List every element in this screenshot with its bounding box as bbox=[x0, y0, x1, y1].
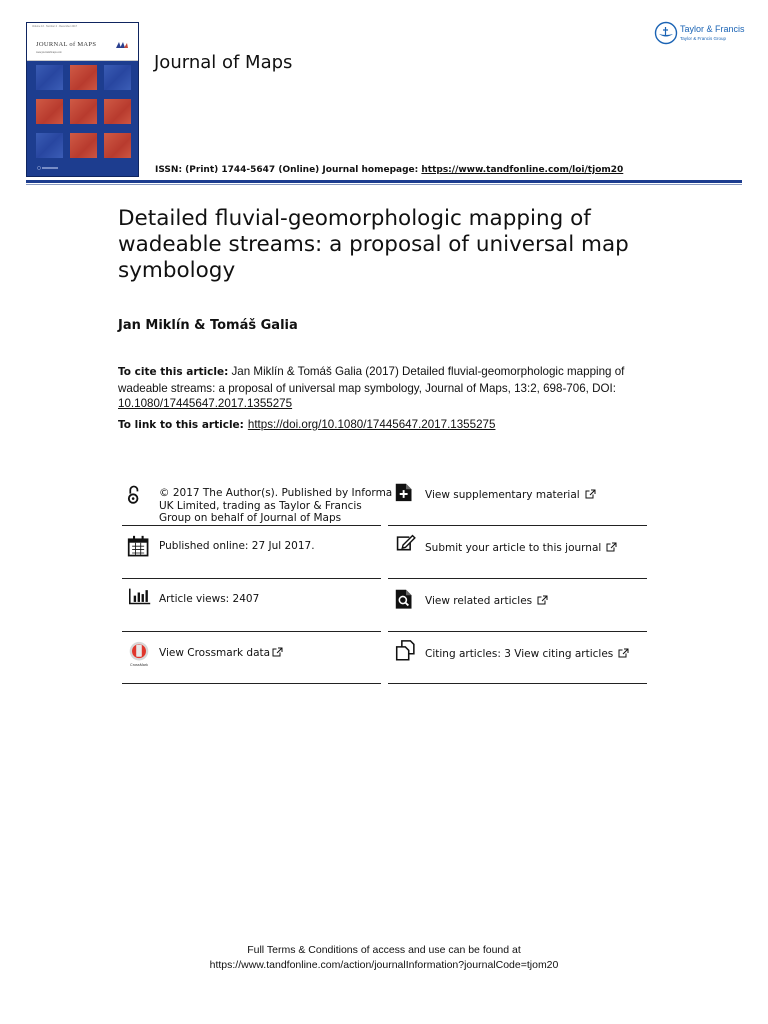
external-link-icon bbox=[272, 647, 283, 657]
header-rule bbox=[26, 180, 742, 183]
cover-footer-logo bbox=[37, 166, 59, 170]
link-label: To link to this article: bbox=[118, 419, 244, 431]
related-label[interactable]: View related articles bbox=[425, 595, 533, 607]
article-doi-link[interactable]: https://doi.org/10.1080/17445647.2017.1355275 bbox=[247, 418, 496, 431]
article-authors: Jan Miklín & Tomáš Galia bbox=[118, 318, 298, 333]
publisher-group: Taylor & Francis Group bbox=[680, 36, 727, 41]
divider bbox=[122, 683, 381, 684]
license-line: © 2017 The Author(s). Published by Informa bbox=[159, 487, 393, 499]
supplementary-link[interactable] bbox=[425, 489, 596, 502]
terms-footer bbox=[0, 943, 768, 973]
crossmark-cell[interactable] bbox=[122, 640, 384, 670]
license-line: Group on behalf of Journal of Maps bbox=[159, 512, 342, 524]
license-text bbox=[159, 487, 392, 525]
published-cell bbox=[122, 534, 384, 564]
related-cell[interactable] bbox=[394, 587, 646, 617]
cite-text: Jan Miklín & Tomáš Galia (2017) Detailed fluvial-geomorphologic mapping of wadeable streams: a proposal of universal map symbology, Journal of Maps, 13:2, 698-706, DOI: bbox=[118, 365, 625, 395]
open-access-icon bbox=[126, 481, 146, 509]
taylor-francis-logo-icon[interactable] bbox=[654, 21, 678, 45]
crossmark-link[interactable] bbox=[159, 647, 283, 660]
header-rule-thin bbox=[26, 184, 742, 185]
cover-publisher-logo bbox=[116, 42, 128, 48]
divider bbox=[388, 683, 647, 684]
citing-articles-icon bbox=[395, 640, 419, 664]
divider bbox=[388, 578, 647, 579]
cover-url: www.journalofmaps.com bbox=[36, 51, 62, 54]
article-link-row bbox=[118, 418, 495, 431]
cover-issue-text: Volume 13 · Number 2 · December 2017 bbox=[32, 25, 78, 28]
cover-header bbox=[27, 23, 138, 61]
citation bbox=[118, 364, 658, 412]
search-document-icon bbox=[395, 587, 417, 613]
article-title: Detailed fluvial-geomorphologic mapping of wadeable streams: a proposal of universal map symbology bbox=[118, 206, 629, 283]
issn-line bbox=[155, 165, 623, 175]
terms-text: Full Terms & Conditions of access and use can be found at bbox=[247, 944, 521, 956]
external-link-icon bbox=[585, 489, 596, 499]
external-link-icon bbox=[537, 595, 548, 605]
publisher-name[interactable]: Taylor & Francis bbox=[680, 24, 745, 34]
citing-link[interactable] bbox=[425, 648, 629, 661]
crossmark-label[interactable]: View Crossmark data bbox=[159, 647, 271, 659]
published-date: Published online: 27 Jul 2017. bbox=[159, 540, 315, 552]
crossmark-icon bbox=[126, 640, 152, 668]
journal-homepage-link[interactable]: https://www.tandfonline.com/loi/tjom20 bbox=[421, 165, 624, 175]
edit-icon bbox=[395, 534, 419, 556]
submit-link[interactable] bbox=[425, 542, 617, 555]
calendar-icon bbox=[127, 535, 151, 559]
svg-text:CrossMark: CrossMark bbox=[130, 663, 148, 668]
submit-cell[interactable] bbox=[394, 534, 646, 564]
supplementary-label[interactable]: View supplementary material bbox=[425, 489, 580, 501]
submit-label[interactable]: Submit your article to this journal bbox=[425, 542, 602, 554]
views-cell bbox=[122, 587, 384, 617]
supplementary-cell[interactable] bbox=[394, 481, 646, 511]
article-views: Article views: 2407 bbox=[159, 593, 260, 605]
divider bbox=[388, 525, 647, 526]
related-link[interactable] bbox=[425, 595, 548, 608]
cite-label: To cite this article: bbox=[118, 366, 229, 378]
terms-link[interactable]: https://www.tandfonline.com/action/journalInformation?journalCode=tjom20 bbox=[209, 959, 559, 971]
journal-cover bbox=[26, 22, 139, 177]
divider bbox=[122, 578, 381, 579]
citing-cell[interactable] bbox=[394, 640, 646, 670]
supplementary-icon bbox=[395, 482, 417, 506]
citing-label[interactable]: Citing articles: 3 View citing articles bbox=[425, 648, 614, 660]
divider bbox=[122, 525, 381, 526]
external-link-icon bbox=[606, 542, 617, 552]
issn-text: ISSN: (Print) 1744-5647 (Online) Journal homepage: bbox=[155, 165, 422, 175]
cover-title: JOURNAL of MAPS bbox=[36, 41, 97, 48]
journal-name[interactable]: Journal of Maps bbox=[154, 52, 293, 73]
divider bbox=[122, 631, 381, 632]
license-line: UK Limited, trading as Taylor & Francis bbox=[159, 499, 362, 512]
divider bbox=[388, 631, 647, 632]
external-link-icon bbox=[618, 648, 629, 658]
license-cell bbox=[122, 481, 393, 525]
cite-doi-link[interactable]: 10.1080/17445647.2017.1355275 bbox=[118, 397, 293, 410]
bar-chart-icon bbox=[127, 587, 153, 609]
